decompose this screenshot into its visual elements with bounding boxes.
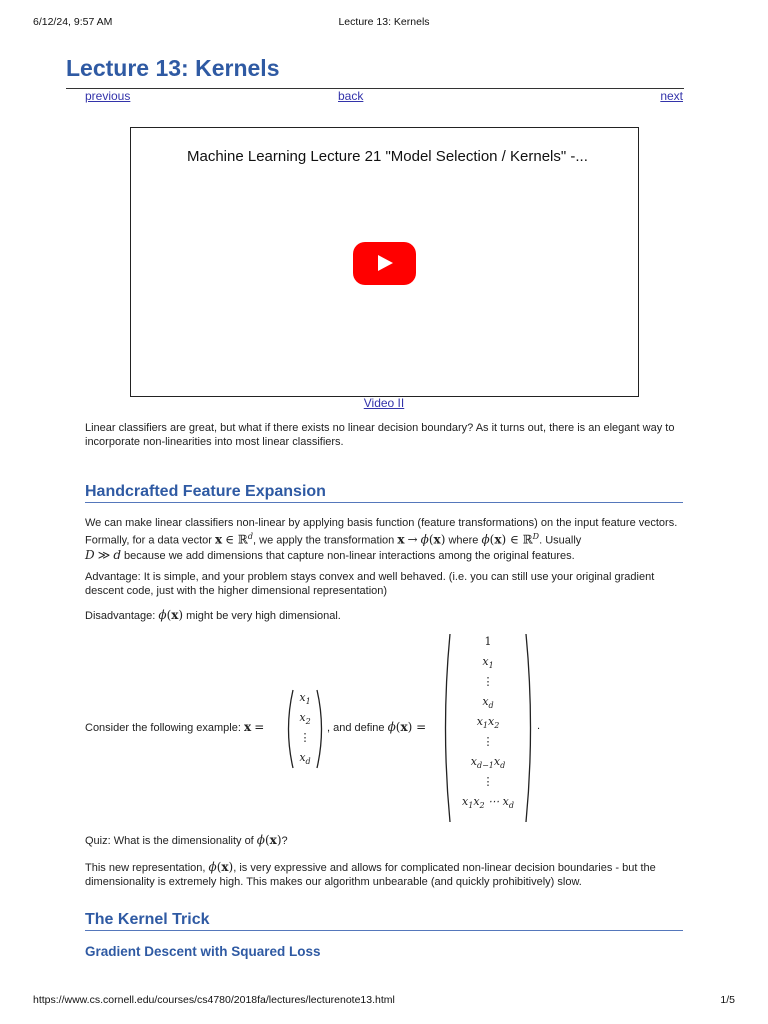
feature-expansion-paragraph: We can make linear classifiers non-linear by applying basis function (feature transformations) on the input feature vectors. Formally, for a data vector x ∈ ℝ$^d$, we apply the transformation x → ϕ(x) where ϕ(x) ∈ ℝ$^D$. Usually D ≫ d because we add dimensions that capture non-linear interactions among the original features. xyxy=(85,517,678,562)
youtube-embed[interactable] xyxy=(130,127,639,397)
intro-paragraph: Linear classifiers are great, but what if there exists no linear decision boundary? As it turns out, there is an elegant way to incorporate non-linearities into most linear classifiers. xyxy=(85,422,675,448)
print-url: https://www.cs.cornell.edu/courses/cs4780/2018fa/lectures/lecturenote13.html xyxy=(33,994,395,1006)
define-phi: , and define ϕ(x) = xyxy=(327,720,427,734)
next-link[interactable]: next xyxy=(660,89,683,103)
print-page-number: 1/5 xyxy=(720,994,735,1006)
advantage-paragraph: Advantage: It is simple, and your problem stays convex and well behaved. (i.e. you can still use your original gradient descent code, just with the higher dimensional representation) xyxy=(85,571,655,597)
quiz-paragraph: Quiz: What is the dimensionality of ϕ(x)? xyxy=(85,833,288,847)
phi-vector: 1 $x_1$ ⋮ $x_d$ $x_1x_2$ ⋮ $x_{d-1}x_d$ ⋮ $x_1x_2$ ⋯ $x_d$ xyxy=(462,635,514,811)
example-equation: Consider the following example: x = xyxy=(85,720,265,734)
print-footer xyxy=(33,994,735,1008)
example-period: . xyxy=(537,720,541,732)
section-heading-feature-expansion: Handcrafted Feature Expansion xyxy=(85,483,683,503)
print-date: 6/12/24, 9:57 AM xyxy=(33,16,113,28)
video-title[interactable]: Machine Learning Lecture 21 "Model Selection / Kernels" -... xyxy=(187,148,588,165)
print-title: Lecture 13: Kernels xyxy=(338,16,430,28)
x-vector: $x_1$ $x_2$ ⋮ $x_d$ xyxy=(299,691,311,767)
subsection-heading-gradient-descent: Gradient Descent with Squared Loss xyxy=(85,944,321,959)
representation-paragraph: This new representation, ϕ(x), is very expressive and allows for complicated non-linear decision boundaries - but the dimensionality is extremely high. This makes our algorithm unbearable (and quickly prohibitively) slow. xyxy=(85,860,656,888)
page-title: Lecture 13: Kernels xyxy=(66,55,280,81)
play-icon xyxy=(378,255,393,271)
print-header xyxy=(33,16,735,30)
lecture-nav xyxy=(85,89,683,103)
video-link[interactable]: Video II xyxy=(363,396,405,410)
play-button[interactable] xyxy=(353,242,416,285)
previous-link[interactable]: previous xyxy=(85,89,131,103)
back-link[interactable]: back xyxy=(338,89,364,103)
section-heading-kernel-trick: The Kernel Trick xyxy=(85,911,683,931)
disadvantage-paragraph: Disadvantage: ϕ(x) might be very high dimensional. xyxy=(85,608,341,622)
video-caption xyxy=(0,396,768,410)
